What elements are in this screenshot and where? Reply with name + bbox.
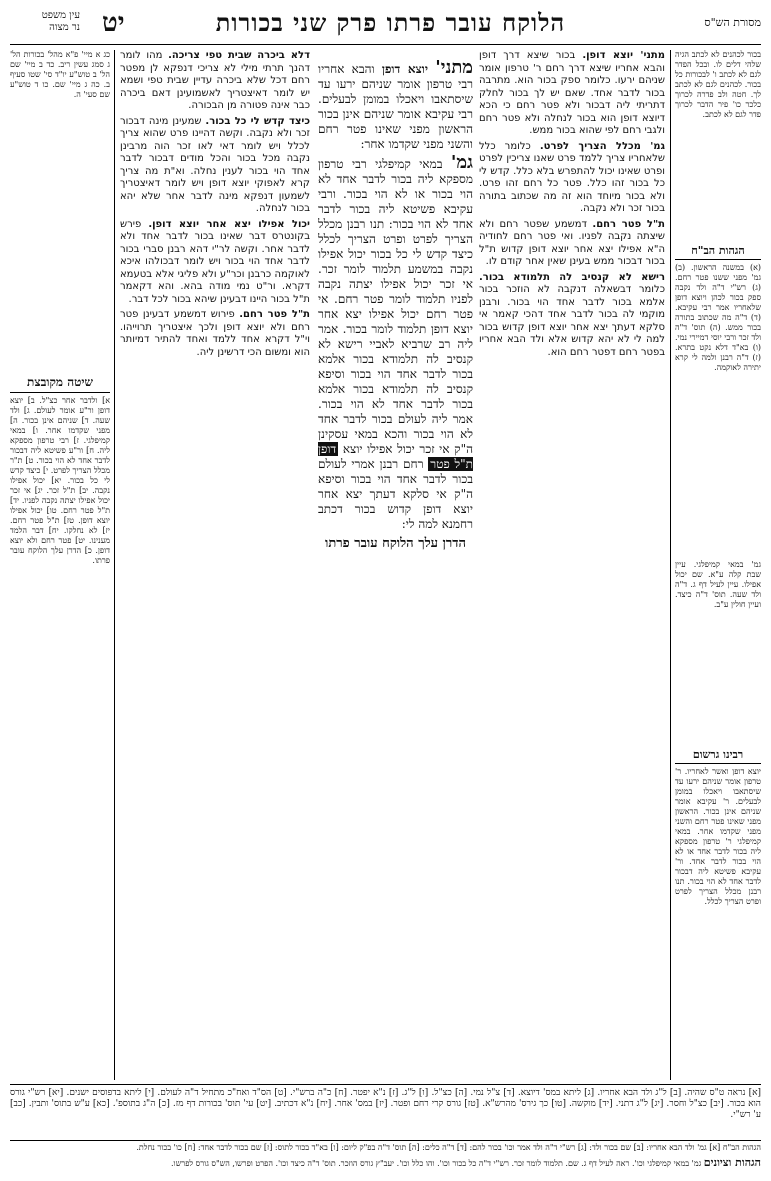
tosafot-text-3: פירש בקונטרס דבר שאינו בכור לדבר אחד ולא לדבר אחר. וקשה לר"י דהא רבנן סברי בכור לדבר אחד הוי בכור ויש לומר דבכולהו איכא לאוקמה כרבנן וכר"ע ולא פליגי אלא בטעמא דקרא. ור"ט נמי מודה בהא. והא דקאמר ת"ל בכור היינו דבעינן שיהא בכור לכל דבר.	[120, 218, 310, 305]
gemara-block	[318, 152, 473, 532]
footer-tziyunim-text: גמ' במאי קמיפלגי וכו'. ראה לעיל דף ג. שם. תלמוד לומר זכר. רש"י ד"ה כל בכור וכו'. והו כלל וכו'. יעב"ץ גורס הוזכר. תוס' ד"ה כיצד וכו'. הפרט ופרשו, הש"ס גורס לפרשו.	[171, 1159, 702, 1168]
header-rule	[10, 44, 761, 45]
rashi-text-4: כלומר דבשאלה דנקבה לא הוזכר בכור אלמא בכור לדבר אחד הוי בכור. ורבנן מוקמי לה בכור לדבר אחד דהכי קאמר אי סלקא דעתך יצא אחר יוצא דופן קדוש בכור למה לי לא יהא קדוש אלא ולד הבא אחריו בפטר רחם דפטר רחם הוא.	[479, 284, 665, 358]
tosafot-text-2: שמעינן מינה דבכור זכר ולא נקבה. וקשה דהיינו פרט שהוא צריך לכלל ויש לומר דאי לאו זכר הוה מרבינן נקבה מכל בכור והכל מודים דבכור לדבר אחד הוי בכור לענין נחלה. וא"ת מה צריך קרא לאפוקי יוצא דופן ויש לומר דאיצטריך לשמעון דנפקא מינה לדבר אחר שלא יהא בכור לנחלה.	[120, 115, 310, 214]
rashi-dibur-4: רישא לא קנסיב לה תלמודא בכור.	[479, 271, 665, 283]
rashi-dibur-3: ת"ל פטר רחם.	[592, 218, 665, 230]
gemara-main-text	[318, 60, 473, 1070]
rashi-text-1: בכור שיצא דרך דופן והבא אחריו שיצא דרך רחם ר' טרפון אומר שניהם ירעו. כלומר ספק בכור הוא. מתרבה בכור לדבר אחד. שאם יש לך בכור לחלק דתריתי ליה דבכור ולא פטר רחם כי הכא דיוצא דופן הוא בכור לנחלה ולא פטר רחם ולגבי רחם לפי שהוא בכור ממש.	[479, 50, 665, 136]
rashi-dibur-1: מתני' יוצא דופן.	[582, 50, 665, 61]
highlighted-phrase: דופן ת"ל פטר	[318, 442, 473, 471]
left-margin-divider	[114, 50, 115, 1080]
tosafot-commentary	[120, 50, 310, 1080]
rashi-commentary	[479, 50, 665, 1080]
right-margin-divider	[670, 50, 671, 1080]
ein-mishpat-label: עין משפט נר מצוה	[41, 10, 80, 33]
running-title: הלוקח עובר פרתו פרק שני בכורות	[215, 8, 566, 37]
tosafot-text-4: פירוש דמשמע דבעינן פטר רחם ולא יוצא דופן ולכך איצטריך תרוייהו. וי"ל דקרא אחד ללמד ואחד להתיר דמיותר הוא ומשום הכי דרשינן ליה.	[120, 309, 310, 358]
hagahot-habach-title: הגהות הב"ח	[675, 244, 761, 260]
footer-tziyunim	[10, 1158, 761, 1178]
rabbenu-gershom-title: רבינו גרשום	[675, 748, 761, 764]
gemara-lead-word: גמ'	[450, 152, 473, 173]
ein-mishpat-notes-text: כג א מיי' פ"א מהל' בכורות הל' ג סמג עשין ריב. כד ב מיי' שם הל' ב טוש"ע יו"ד סי' שטו סעיף ב. כה ג מיי' שם. כו ד טוש"ע שם סעי' ה.	[10, 50, 110, 99]
tosafot-text-1: מהו לומר דהנך תרתי מילי לא צריכי דנפקא לן מפטר רחם דכל שלא ביכרה עדיין שבית טפי ושמא יש לומר דאיצטריך לאשמועינן דאם ביכרה כבר אינה פטורה מן הבכורה.	[120, 50, 310, 111]
rashi-text-3: דמשמע שפטר רחם ולא שיצתה נקבה לפניו. ואי פטר רחם לחודיה ה"א אפילו יצא אחר יוצא דופן קדוש ת"ל בכור דבכור ממש בעינן שאין אחר קודם לו.	[479, 218, 665, 267]
footer-tziyunim-label: הגהות וציונים	[703, 1158, 761, 1169]
rashi-text-2: כלומר כלל שלאחריו צריך ללמד פרט שאנו צריכין לפרט ופרט שאינו יכול להתפרש בלא כלל. קדש לי כל בכור זהו כלל. פטר כל רחם זהו פרט. ולא בכור מיוחד הוא זה מה שכתוב בתורה בכור זכר ולא נקבה.	[479, 140, 665, 214]
rashi-dibur-2: גמ' מכלל הצריך לפרט.	[539, 140, 665, 152]
gilyon-text: גמ' במאי קמיפלגי. עיין שבת קלה ע"א. שם יכול אפילו. עיין לעיל דף ג. ד"ה ולד שעה. תוס' ד"ה כיצד. ועיין חולין ע"ב.	[675, 560, 761, 609]
mishnah-lead-word: מתני'	[435, 60, 473, 78]
hagahot-habach-text: (א) במשנה הראשון. (ב) גמ' מפני ששנו פטר רחם. (ג) רש"י ד"ה ולד נקבה ספק בכור לכהן ויוצא דופן שלאחריו אמר רבי עקיבא. (ד) ד"ה מה שכתוב בתורה בכור ממש. (ה) תוס' ד"ה ולד זכר ורבי יוסי דמיירי נמי. (ו) בא"ד דלא נקט בתרא. (ז) ד"ה רבנן ולמה לי קרא יתירה לאוקמה.	[675, 263, 761, 372]
gemara-text-2: רחם רבנן אמרי לעולם בכור לדבר אחד הוי בכור וסיפא ה"ק אי סלקא דעתך יצא אחר יוצא דופן קדוש בכור דכתב רחמנא למה לי:	[318, 457, 473, 531]
hadran-line: הדרן עלך הלוקח עובר פרתו	[325, 536, 466, 551]
footer-notes-text: [א] נראה ט"ס שהיה. [ב] ל"ג ולד הבא אחריו. [ג] ליתא במס' דיוצא. [ד] צ"ל נמי. [ה] כצ"ל. [ו] ל"ג. [ז] נ"א יפטר. [ח] כ"ה ברש"י. [ט] הס"ד ואח"כ מתחיל ד"ה לעולם. [י] ליתא בדפוסים ישנים. [יא] רש"י גורס הוא בכור. [יב] כצ"ל וחסר. [יג] ל"ג דתני. [יד] מוקשה. [טו] כך גירס' מהרש"א. [טז] גורס קרי רחם ופטר. [יז] במס' אחר. [יח] נ"א דכתיב. [יט] עי' תוס' בכורות דף מז. [כ] ה"ג בתוספ'. [כא] ע"ש בתוס' ותבין. [כב] ע' רש"י.	[10, 1088, 761, 1120]
footer-rule-2	[10, 1140, 761, 1141]
shita-mekubetzet-title: שיטה מקובצת	[10, 375, 110, 393]
rabbenu-gershom-text: יוצא דופן ואשר לאחריו. ר' טרפון אומר שניהם ירעו עד שיסתאבו ויאכלו במומן לבעלים. ר' עקיבא אומר שניהם אינן בכור. הראשון מפני שאינו פטר רחם והשני מפני שקדמו אחר. במאי קמיפלגי ר' טרפון מספקא ליה בכור לדבר אחד או לא הוי בכור לדבר אחד. ור' עקיבא פשיטא ליה דבכור לדבר אחד לא הוי בכור. תנו רבנן מכלל הצריך לפרט ופרט הצריך לכלל.	[675, 767, 761, 906]
daf-number: יט	[102, 8, 125, 38]
gemara-text-1: במאי קמיפלגי רבי טרפון מספקא ליה בכור לדבר אחד לא הוי בכור או לא הוי בכור. ורבי עקיבא פשיטא ליה בכור לדבר אחד לא הוי בכור: תנו רבנן מכלל הצריך לפרט ופרט הצריך לכלל כיצד קדש לי כל בכור יכול אפילו נקבה במשמע תלמוד לומר זכר. אי זכר יכול אפילו יצתה נקבה לפניו תלמוד לומר פטר רחם. אי פטר רחם יכול אפילו יצא אחר יוצא דופן תלמוד לומר בכור. אמר ליה רב שרביא לאביי רישא לא קנסיב לה תלמודא בכור אלמא בכור לדבר אחד הוי בכור וסיפא קנסיב לה תלמודא בכור אלמא בכור לדבר אחד לא הוי בכור. אמר ליה לעולם בכור לדבר אחד לא הוי בכור והכא במאי עסקינן ה"ק אי זכר יכול אפילו יוצא	[318, 157, 473, 456]
footer-rule	[10, 1084, 761, 1085]
gilyon-hashas	[675, 560, 761, 740]
mesoret-hashas	[675, 50, 761, 240]
page-header	[10, 8, 761, 44]
tosafot-dibur-4: ת"ל פטר רחם.	[239, 309, 310, 320]
rabbenu-gershom-box	[675, 748, 761, 1078]
tosafot-dibur-1: דלא ביכרה שבית טפי צריכה.	[168, 50, 310, 61]
mishnah-dibur: יוצא דופן	[381, 62, 429, 76]
mishnah-text: והבא אחריו רבי טרפון אומר שניהם ירעו עד שיסתאבו ויאכלו במומן לבעלים. רבי עקיבא אומר שניהם אינן בכור הראשון מפני שאינו פטר רחם והשני מפני שקדמו אחר:	[318, 62, 473, 151]
mesoret-hashas-label: מסורת הש"ס	[704, 16, 761, 29]
ein-mishpat-notes	[10, 50, 110, 370]
tosafot-dibur-3: יכול אפילו יצא אחר יוצא דופן.	[148, 218, 310, 230]
hagahot-habach-box	[675, 244, 761, 549]
footer-hagahot-text: הגהות הב"ח [א] גמ' ולד הבא אחריו: [ב] שם בכור ולד: [ג] רש"י ד"ה ולד אמר וכו' בכור להם: [ד] ד"ה כלים: [ה] תוס' ד"ה בפ"ק ליום: [ו] בא"ד בכור לתוס: [ז] שם בכור לדבר אחד: [ח] כו' בכור נחלת.	[136, 1143, 761, 1152]
mishnah-block	[318, 60, 473, 152]
tosafot-dibur-2: כיצד קדש לי כל בכור.	[205, 115, 310, 127]
footer-notes	[10, 1088, 761, 1136]
shita-mekubetzet-box	[10, 375, 110, 1075]
shita-mekubetzet-text: א] ולדבר אחר כצ"ל. ב] יוצא דופן ור"ע אומר לעולם. ג] ולד שעה. ד] שניהם אינן בכור. ה] מפני שקדמו אחר. ו] במאי קמיפלגי. ז] רבי טרפון מספקא ליה. ח] ור"ע פשיטא ליה דבכור לדבר אחד לא הוי בכור. ט] ת"ר מכלל הצריך לפרט. י] כיצד קדש לי כל בכור. יא] יכול אפילו נקבה. יב] ת"ל זכר. יג] אי זכר יכול אפילו יצתה נקבה לפניו. יד] ת"ל פטר רחם. טו] יכול אפילו יוצא דופן. טז] ת"ל פטר רחם. יז] לא נחלקו. יח] דבר הלמד מענינו. יט] פטר רחם ולא יוצא דופן. כ] הדרן עלך הלוקח עובר פרתו.	[10, 396, 110, 565]
mesoret-text: בכור לכהנים לא לכתב הגיה שלהי דלים לו. ובכל הפדר לגם לא לכתב ו' לבכורות כל בכור. לכהנים לגם לא לכתב לך. חטה ולב פדרה לכרוך כלכר כו' פיר הדבר לכרוך פדר לגם לא לכתב.	[675, 50, 761, 119]
footer-hagahot	[10, 1143, 761, 1155]
